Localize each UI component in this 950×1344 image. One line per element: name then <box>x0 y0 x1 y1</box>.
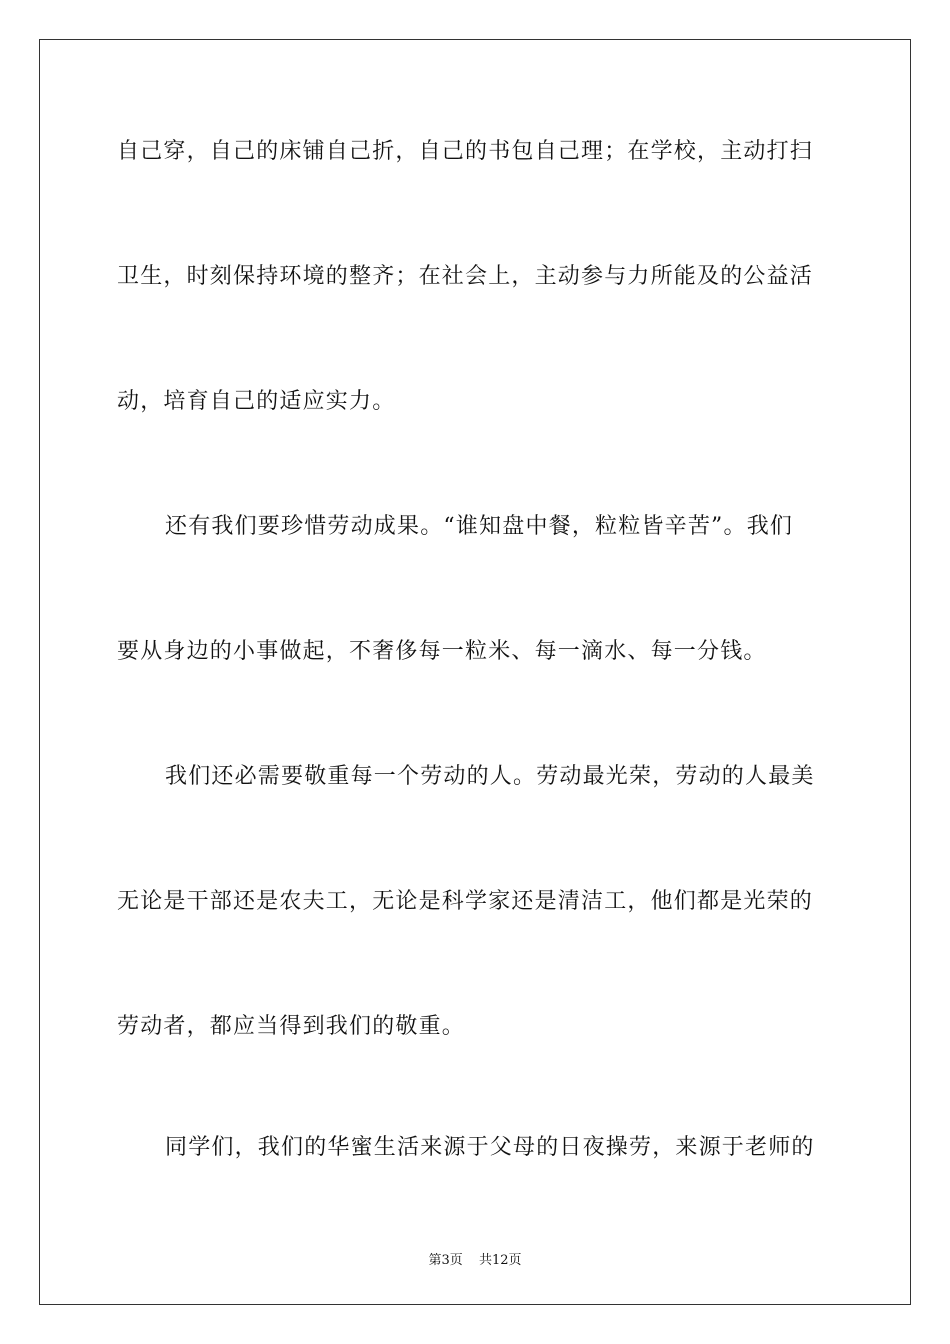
page-number: 第3页 <box>428 1253 463 1268</box>
page-total: 共12页 <box>478 1253 522 1268</box>
text-line-3: 动，培育自己的适应实力。 <box>117 389 396 414</box>
page-footer <box>0 1249 950 1268</box>
text-line-1: 自己穿，自己的床铺自己折，自己的书包自己理；在学校，主动打扫 <box>117 139 814 164</box>
text-line-8: 劳动者，都应当得到我们的敬重。 <box>117 1014 466 1039</box>
document-page <box>39 39 911 1305</box>
text-line-9: 同学们，我们的华蜜生活来源于父母的日夜操劳，来源于老师的 <box>165 1135 815 1160</box>
text-line-6: 我们还必需要敬重每一个劳动的人。劳动最光荣，劳动的人最美 <box>165 764 815 789</box>
text-line-5: 要从身边的小事做起，不奢侈每一粒米、每一滴水、每一分钱。 <box>117 639 767 664</box>
text-line-4: 还有我们要珍惜劳动成果。“谁知盘中餐，粒粒皆辛苦”。我们 <box>165 514 794 539</box>
text-line-2: 卫生，时刻保持环境的整齐；在社会上，主动参与力所能及的公益活 <box>117 264 814 289</box>
text-line-7: 无论是干部还是农夫工，无论是科学家还是清洁工，他们都是光荣的 <box>117 889 814 914</box>
